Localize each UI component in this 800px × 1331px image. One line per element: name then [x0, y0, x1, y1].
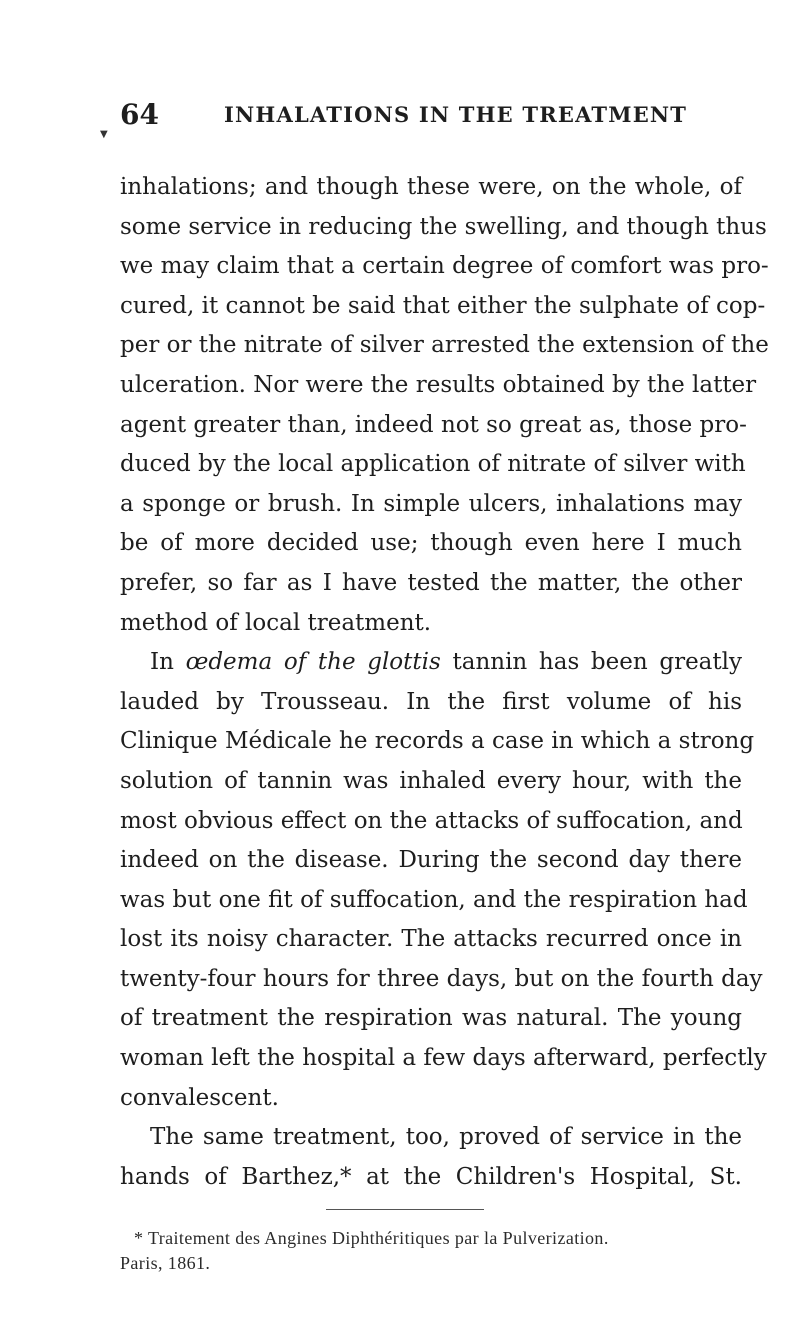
- text-line: of treatment the respiration was natural. The young: [120, 1005, 742, 1032]
- text-line: solution of tannin was inhaled every hour, with the: [120, 767, 742, 794]
- text-line: lost its noisy character. The attacks recurred once in: [120, 926, 742, 953]
- text-fragment: tannin has been greatly: [440, 649, 742, 676]
- italic-term: œdema of the glottis: [185, 649, 441, 676]
- text-line: be of more decided use; though even here I much: [120, 530, 742, 557]
- text-line: twenty-four hours for three days, but on the fourth day: [120, 965, 763, 992]
- text-line: cured, it cannot be said that either the sulphate of cop-: [120, 292, 766, 319]
- running-head: INHALATIONS IN THE TREATMENT: [224, 102, 688, 127]
- footnote-divider: [326, 1209, 484, 1210]
- text-line: The same treatment, too, proved of service in the: [150, 1124, 742, 1151]
- text-line: was but one fit of suffocation, and the respiration had: [120, 886, 748, 913]
- text-line: per or the nitrate of silver arrested the extension of the: [120, 332, 769, 359]
- text-line: hands of Barthez,* at the Children's Hospital, St.: [120, 1163, 742, 1190]
- margin-mark-icon: ▼: [100, 129, 108, 140]
- text-line: most obvious effect on the attacks of suffocation, and: [120, 807, 743, 834]
- text-line: indeed on the disease. During the second day there: [120, 847, 742, 874]
- body-text: [120, 168, 769, 1197]
- footnote-line: Paris, 1861.: [120, 1253, 211, 1273]
- text-line: Clinique Médicale he records a case in which a strong: [120, 728, 755, 755]
- text-fragment: In: [150, 649, 186, 676]
- text-line: prefer, so far as I have tested the matter, the other: [120, 569, 742, 596]
- page-header: [120, 98, 740, 138]
- text-line: agent greater than, indeed not so great as, those pro-: [120, 411, 747, 438]
- text-line: a sponge or brush. In simple ulcers, inhalations may: [120, 490, 742, 517]
- text-line-oedema: [120, 643, 742, 683]
- text-line: duced by the local application of nitrate of silver with: [120, 451, 746, 478]
- text-line: inhalations; and though these were, on the whole, of: [120, 174, 742, 200]
- text-line: convalescent.: [120, 1084, 279, 1111]
- text-line: woman left the hospital a few days afterward, perfectly: [120, 1045, 767, 1072]
- text-line: ulceration. Nor were the results obtained by the latter: [120, 371, 757, 398]
- page-number: 64: [120, 98, 159, 131]
- text-line: some service in reducing the swelling, and though thus: [120, 213, 767, 240]
- text-line: method of local treatment.: [120, 609, 432, 636]
- footnote: [120, 1226, 742, 1276]
- text-line: lauded by Trousseau. In the first volume of his: [120, 688, 742, 715]
- text-line: we may claim that a certain degree of comfort was pro-: [120, 253, 769, 280]
- footnote-line: * Traitement des Angines Diphthéritiques par la Pulverization.: [134, 1228, 609, 1248]
